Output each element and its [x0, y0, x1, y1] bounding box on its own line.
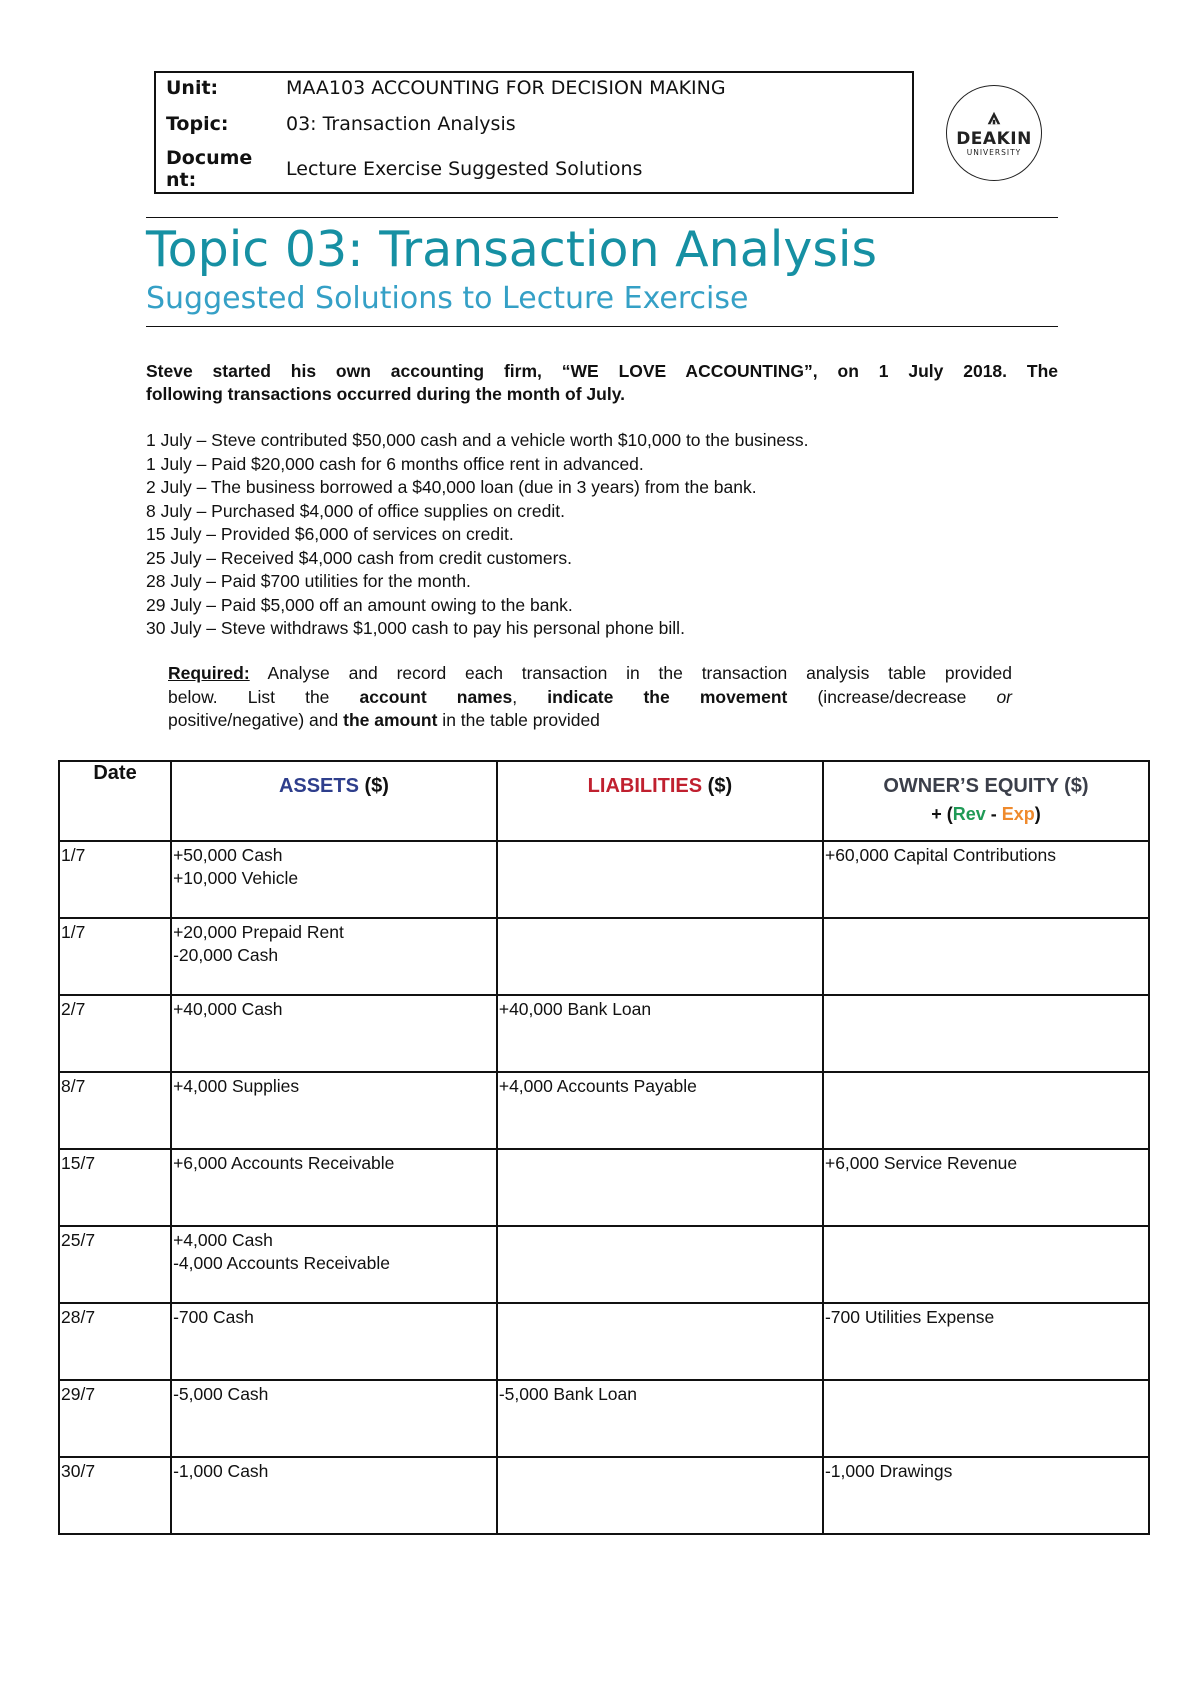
assets-cell-entry: +20,000 Prepaid Rent: [173, 922, 344, 942]
assets-cell: [171, 1072, 497, 1149]
assets-cell-entry: +4,000 Supplies: [173, 1076, 300, 1096]
table-row: [59, 1226, 1149, 1303]
header-equity-label: OWNER’S EQUITY ($): [883, 775, 1089, 797]
intro-line-1: Steve started his own accounting firm, “WE LOVE ACCOUNTING”, on 1 July 2018. The: [146, 361, 1058, 381]
table-row: [59, 1457, 1149, 1534]
topic-label: Topic:: [166, 113, 229, 135]
transaction-item: 8 July – Purchased $4,000 of office supplies on credit.: [146, 500, 565, 521]
equity-cell: [823, 918, 1149, 995]
equity-cell: [823, 1072, 1149, 1149]
header-assets-unit: ($): [358, 775, 389, 797]
equity-cell: [823, 1457, 1149, 1534]
intro-line-2: following transactions occurred during the month of July.: [146, 384, 626, 404]
assets-cell-entry: +10,000 Vehicle: [173, 868, 299, 888]
date-cell: 8/7: [59, 1072, 171, 1149]
liabilities-cell: [497, 1380, 823, 1457]
top-divider: [146, 217, 1058, 218]
liabilities-cell: [497, 1226, 823, 1303]
equity-cell-entry: -700 Utilities Expense: [824, 1307, 995, 1327]
page-title: Topic 03: Transaction Analysis: [146, 221, 878, 278]
liabilities-cell: [497, 918, 823, 995]
date-cell: 15/7: [59, 1149, 171, 1226]
header-equity: [823, 761, 1149, 841]
date-cell: 25/7: [59, 1226, 171, 1303]
table-row: [59, 841, 1149, 918]
date-cell: 1/7: [59, 841, 171, 918]
assets-cell-entry: -5,000 Cash: [173, 1384, 269, 1404]
required-text-3a: positive/negative) and: [168, 710, 344, 730]
equity-plus: + (: [931, 804, 953, 824]
transaction-item: 25 July – Received $4,000 cash from credit customers.: [146, 547, 573, 568]
date-cell: 1/7: [59, 918, 171, 995]
unit-label: Unit:: [166, 77, 219, 99]
table-header-row: [59, 761, 1149, 841]
liabilities-cell: [497, 1072, 823, 1149]
assets-cell: [171, 1303, 497, 1380]
deakin-logo: [946, 85, 1042, 181]
transaction-item: 2 July – The business borrowed a $40,000 loan (due in 3 years) from the bank.: [146, 477, 757, 497]
transaction-item: 1 July – Steve contributed $50,000 cash and a vehicle worth $10,000 to the business.: [146, 430, 809, 450]
table-row: [59, 918, 1149, 995]
assets-cell: [171, 1380, 497, 1457]
liabilities-cell: [497, 1303, 823, 1380]
header-liabilities-label: LIABILITIES: [587, 775, 703, 797]
required-label: Required:: [168, 663, 250, 683]
transaction-item: 15 July – Provided $6,000 of services on credit.: [146, 524, 514, 544]
date-cell: 29/7: [59, 1380, 171, 1457]
equity-cell-entry: -1,000 Drawings: [824, 1461, 953, 1481]
transactions-list: [146, 429, 809, 641]
header-liabilities-unit: ($): [702, 775, 733, 797]
assets-cell-entry: +6,000 Accounts Receivable: [173, 1153, 395, 1173]
assets-cell-entry: -4,000 Accounts Receivable: [173, 1253, 391, 1273]
assets-cell: [171, 1226, 497, 1303]
bottom-divider: [146, 326, 1058, 327]
header-liabilities: [497, 761, 823, 841]
document-value: Lecture Exercise Suggested Solutions: [286, 158, 643, 180]
assets-cell: [171, 918, 497, 995]
assets-cell-entry: +50,000 Cash: [173, 845, 283, 865]
required-instructions: [168, 662, 1012, 733]
equity-cell: [823, 1226, 1149, 1303]
table-row: [59, 1072, 1149, 1149]
required-line-1: [168, 662, 1012, 686]
equity-rev: Rev: [952, 804, 986, 824]
equity-close: ): [1034, 804, 1041, 824]
document-header-box: [154, 71, 914, 194]
liabilities-cell-entry: +4,000 Accounts Payable: [498, 1076, 697, 1096]
required-text-2d: indicate the movement: [547, 686, 788, 707]
required-line-2: [168, 686, 1012, 710]
liabilities-cell: [497, 1457, 823, 1534]
unit-value: MAA103 ACCOUNTING FOR DECISION MAKING: [286, 77, 726, 99]
table-row: [59, 1303, 1149, 1380]
table-row: [59, 995, 1149, 1072]
assets-cell: [171, 841, 497, 918]
equity-cell-entry: +60,000 Capital Contributions: [824, 845, 1057, 865]
required-text-2b: account names: [359, 686, 513, 707]
header-assets-label: ASSETS: [278, 775, 359, 797]
document-label-line2: nt:: [166, 169, 197, 191]
equity-cell: [823, 841, 1149, 918]
required-text-2f: or: [996, 686, 1012, 707]
transaction-item: 28 July – Paid $700 utilities for the month.: [146, 571, 471, 591]
required-text-3b: the amount: [343, 710, 438, 730]
equity-cell: [823, 995, 1149, 1072]
assets-cell: [171, 995, 497, 1072]
logo-name: DEAKIN: [956, 128, 1032, 149]
equity-cell: [823, 1303, 1149, 1380]
equity-cell: [823, 1380, 1149, 1457]
header-equity-formula: [824, 804, 1148, 825]
liabilities-cell-entry: -5,000 Bank Loan: [498, 1384, 638, 1404]
document-label-line1: Docume: [166, 147, 253, 169]
required-text-2a: below. List the: [168, 686, 360, 707]
assets-cell-entry: +4,000 Cash: [173, 1230, 273, 1250]
assets-cell: [171, 1457, 497, 1534]
transaction-item: 29 July – Paid $5,000 off an amount owing to the bank.: [146, 594, 573, 615]
topic-row: [166, 113, 516, 135]
table-row: [59, 1149, 1149, 1226]
unit-row: [166, 77, 726, 99]
liabilities-cell: [497, 841, 823, 918]
date-cell: 28/7: [59, 1303, 171, 1380]
date-cell: 30/7: [59, 1457, 171, 1534]
equity-cell-entry: +6,000 Service Revenue: [824, 1153, 1018, 1173]
document-label: [166, 147, 286, 191]
equity-dash: -: [985, 804, 1002, 824]
header-date: Date: [59, 761, 171, 841]
assets-cell-entry: -1,000 Cash: [173, 1461, 269, 1481]
topic-value: 03: Transaction Analysis: [286, 113, 516, 135]
assets-cell: [171, 1149, 497, 1226]
table-row: [59, 1380, 1149, 1457]
liabilities-cell: [497, 1149, 823, 1226]
transaction-item: 30 July – Steve withdraws $1,000 cash to pay his personal phone bill.: [146, 618, 685, 638]
table-body: [59, 841, 1149, 1534]
required-text-3c: in the table provided: [437, 710, 600, 730]
assets-cell-entry: +40,000 Cash: [173, 999, 283, 1019]
logo-sub: UNIVERSITY: [966, 147, 1022, 157]
assets-cell-entry: -20,000 Cash: [173, 945, 279, 965]
page-subtitle: Suggested Solutions to Lecture Exercise: [146, 281, 749, 316]
header-assets: [171, 761, 497, 841]
document-row: [166, 147, 642, 191]
required-line-3: [168, 709, 1012, 733]
equity-cell: [823, 1149, 1149, 1226]
liabilities-cell: [497, 995, 823, 1072]
required-text-2e: (increase/decrease: [787, 686, 997, 707]
liabilities-cell-entry: +40,000 Bank Loan: [498, 999, 652, 1019]
assets-cell-entry: -700 Cash: [173, 1307, 254, 1327]
deakin-crest-icon: [985, 109, 1003, 127]
required-text-2c: ,: [512, 686, 548, 707]
transaction-analysis-table: [58, 760, 1150, 1535]
date-cell: 2/7: [59, 995, 171, 1072]
equity-exp: Exp: [1001, 804, 1035, 824]
required-text-1: Analyse and record each transaction in the transaction analysis table provided: [249, 663, 1012, 683]
transaction-item: 1 July – Paid $20,000 cash for 6 months office rent in advanced.: [146, 453, 644, 474]
